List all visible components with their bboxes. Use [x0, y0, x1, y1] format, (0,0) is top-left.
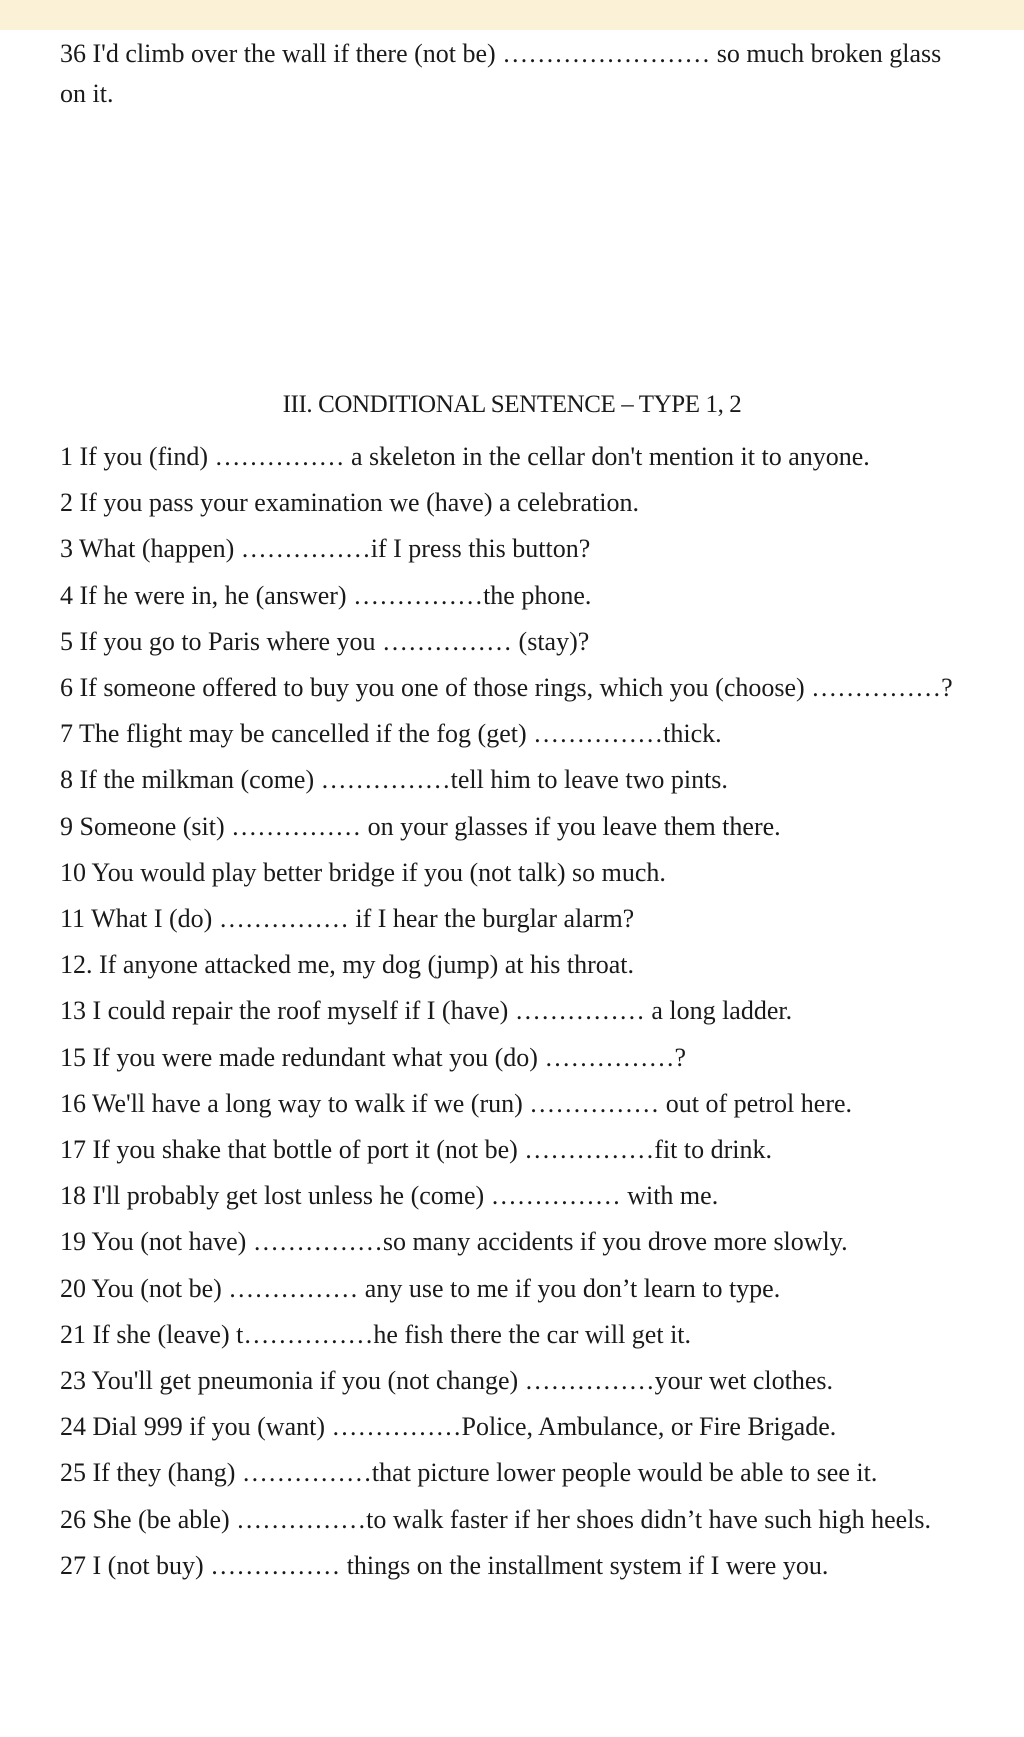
question-item: 24 Dial 999 if you (want) ……………Police, Ambulance, or Fire Brigade.: [60, 1412, 837, 1442]
question-item: 15 If you were made redundant what you (do) ……………?: [60, 1042, 686, 1072]
question-item: 23 You'll get pneumonia if you (not change) ……………your wet clothes.: [60, 1366, 834, 1396]
question-item: 10 You would play better bridge if you (not talk) so much.: [60, 857, 666, 887]
question-item: 27 I (not buy) …………… things on the installment system if I were you.: [60, 1550, 829, 1580]
question-item: 9 Someone (sit) …………… on your glasses if you leave them there.: [60, 811, 781, 841]
question-item: 5 If you go to Paris where you …………… (stay)?: [60, 626, 590, 656]
question-item: 4 If he were in, he (answer) ……………the phone.: [60, 580, 592, 610]
section-heading: III. CONDITIONAL SENTENCE – TYPE 1, 2: [282, 391, 742, 418]
question-list: [60, 434, 960, 1589]
question-item: 26 She (be able) ……………to walk faster if her shoes didn’t have such high heels.: [60, 1504, 932, 1534]
question-item: 3 What (happen) ……………if I press this button?: [60, 534, 591, 564]
question-item: 13 I could repair the roof myself if I (have) …………… a long ladder.: [60, 996, 793, 1026]
question-item: 1 If you (find) …………… a skeleton in the cellar don't mention it to anyone.: [60, 442, 870, 471]
question-item: 17 If you shake that bottle of port it (not be) ……………fit to drink.: [60, 1135, 772, 1165]
question-item: 7 The flight may be cancelled if the fog (get) ……………thick.: [60, 719, 722, 749]
question-item: 2 If you pass your examination we (have) a celebration.: [60, 488, 640, 518]
question-item: 8 If the milkman (come) ……………tell him to leave two pints.: [60, 765, 728, 795]
question-36: 36 I'd climb over the wall if there (not be) …………………… so much broken glass on it.: [60, 39, 942, 108]
question-item: 19 You (not have) ……………so many accidents if you drove more slowly.: [60, 1227, 848, 1257]
question-item: 25 If they (hang) ……………that picture lower people would be able to see it.: [60, 1458, 878, 1488]
question-item: 6 If someone offered to buy you one of those rings, which you (choose) ……………?: [60, 673, 953, 703]
question-item: 20 You (not be) …………… any use to me if you don’t learn to type.: [60, 1273, 781, 1303]
question-item: 16 We'll have a long way to walk if we (run) …………… out of petrol here.: [60, 1088, 853, 1118]
question-item: 12. If anyone attacked me, my dog (jump) at his throat.: [60, 950, 635, 980]
question-item: 18 I'll probably get lost unless he (come) …………… with me.: [60, 1181, 719, 1211]
question-item: 11 What I (do) …………… if I hear the burglar alarm?: [60, 904, 635, 934]
question-item: 21 If she (leave) t……………he fish there the car will get it.: [60, 1319, 692, 1349]
